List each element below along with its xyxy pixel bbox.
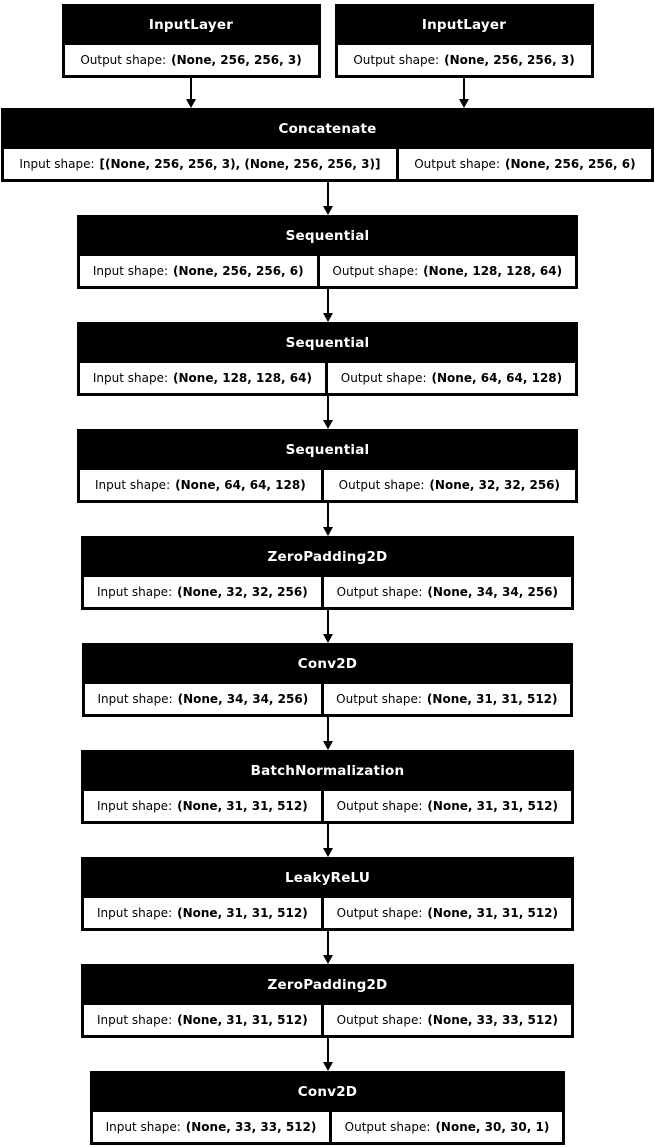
output-shape-value: (None, 31, 31, 512)	[426, 692, 558, 706]
input-shape-label: Input shape:	[92, 371, 169, 385]
input-shape-cell	[84, 898, 321, 928]
layer-name: Sequential	[285, 334, 370, 351]
layer-name: Conv2D	[297, 1083, 358, 1100]
edge-row	[0, 503, 655, 536]
output-shape-value: (None, 256, 256, 6)	[505, 157, 636, 171]
output-shape-label: Output shape:	[338, 478, 425, 492]
output-shape-cell	[324, 791, 571, 821]
input-shape-label: Input shape:	[96, 1013, 173, 1027]
shape-row	[84, 898, 571, 928]
input-shape-value: (None, 31, 31, 512)	[177, 799, 308, 813]
edge-row	[0, 182, 655, 215]
arrow-down-icon	[323, 289, 333, 322]
shape-row	[80, 256, 575, 286]
output-shape-label: Output shape:	[336, 799, 423, 813]
output-shape-value: (None, 31, 31, 512)	[427, 906, 559, 920]
input-shape-value: (None, 31, 31, 512)	[177, 906, 308, 920]
output-shape-value: (None, 30, 30, 1)	[435, 1120, 550, 1134]
input-shape-value: (None, 34, 34, 256)	[177, 692, 309, 706]
shape-row	[4, 149, 651, 179]
layer-node-batchnormalization	[81, 750, 574, 824]
input-shape-cell	[93, 1112, 329, 1142]
layer-node-inputlayer-2	[335, 4, 594, 78]
output-shape-label: Output shape:	[340, 371, 427, 385]
output-shape-value: (None, 32, 32, 256)	[429, 478, 561, 492]
arrow-down-icon	[323, 931, 333, 964]
edge-row	[0, 289, 655, 322]
arrow-down-icon	[459, 78, 469, 108]
layer-name: Sequential	[285, 227, 370, 244]
output-shape-label: Output shape:	[344, 1120, 431, 1134]
layer-node-sequential-3	[77, 429, 578, 503]
input-shape-value: (None, 64, 64, 128)	[175, 478, 306, 492]
arrow-down-icon	[323, 610, 333, 643]
shape-row	[93, 1112, 562, 1142]
input-shape-value: (None, 33, 33, 512)	[185, 1120, 317, 1134]
output-shape-cell	[338, 45, 591, 75]
input-shape-value: (None, 256, 256, 6)	[173, 264, 304, 278]
input-shape-label: Input shape:	[97, 692, 173, 706]
input-shape-label: Input shape:	[96, 799, 173, 813]
layer-name: LeakyReLU	[284, 869, 371, 886]
output-shape-cell	[328, 363, 575, 393]
arrow-down-icon	[323, 717, 333, 750]
edge-row	[0, 931, 655, 964]
output-shape-cell	[324, 684, 570, 714]
input-shape-cell	[80, 363, 325, 393]
layer-name: Sequential	[285, 441, 370, 458]
edge-row	[0, 717, 655, 750]
edge-row	[0, 1038, 655, 1071]
arrow-down-icon	[323, 1038, 333, 1071]
layer-node-conv2d-2	[90, 1071, 565, 1145]
output-shape-label: Output shape:	[336, 1013, 423, 1027]
input-shape-value: (None, 31, 31, 512)	[177, 1013, 308, 1027]
arrow-down-icon	[323, 824, 333, 857]
input-shape-cell	[84, 577, 321, 607]
layer-name: ZeroPadding2D	[267, 976, 388, 993]
output-shape-label: Output shape:	[332, 264, 419, 278]
arrow-down-icon	[323, 503, 333, 536]
layer-node-zeropadding2d-2	[81, 964, 574, 1038]
input-shape-cell	[80, 470, 321, 500]
input-shape-cell	[84, 791, 321, 821]
input-shape-label: Input shape:	[92, 264, 169, 278]
input-shape-value: (None, 32, 32, 256)	[177, 585, 308, 599]
input-shape-label: Input shape:	[96, 585, 173, 599]
input-layers-row	[0, 0, 655, 78]
output-shape-label: Output shape:	[336, 692, 422, 706]
layer-node-sequential-1	[77, 215, 578, 289]
output-shape-cell	[324, 1005, 571, 1035]
output-shape-value: (None, 31, 31, 512)	[427, 799, 559, 813]
shape-row	[65, 45, 318, 75]
input-shape-cell	[80, 256, 317, 286]
layer-node-inputlayer-1	[62, 4, 321, 78]
input-shape-cell	[4, 149, 396, 179]
shape-row	[85, 684, 570, 714]
layer-node-conv2d-1	[82, 643, 573, 717]
layer-node-sequential-2	[77, 322, 578, 396]
input-shape-label: Input shape:	[19, 157, 95, 171]
arrow-down-icon	[323, 182, 333, 215]
input-shape-value: [(None, 256, 256, 3), (None, 256, 256, 3)]	[99, 157, 381, 171]
output-shape-cell	[65, 45, 318, 75]
layer-name: Concatenate	[278, 120, 377, 137]
input-shape-label: Input shape:	[94, 478, 171, 492]
layer-name: ZeroPadding2D	[267, 548, 388, 565]
layer-node-zeropadding2d-1	[81, 536, 574, 610]
output-shape-value: (None, 64, 64, 128)	[431, 371, 563, 385]
output-shape-value: (None, 256, 256, 3)	[444, 53, 575, 67]
output-shape-cell	[324, 898, 571, 928]
edge-row-inputs-to-concatenate	[0, 78, 655, 108]
input-shape-cell	[85, 684, 321, 714]
output-shape-label: Output shape:	[80, 53, 167, 67]
shape-row	[338, 45, 591, 75]
output-shape-cell	[320, 256, 576, 286]
output-shape-cell	[332, 1112, 562, 1142]
layer-node-concatenate	[1, 108, 654, 182]
layer-name: InputLayer	[148, 16, 234, 33]
shape-row	[84, 791, 571, 821]
input-shape-cell	[84, 1005, 321, 1035]
output-shape-value: (None, 34, 34, 256)	[427, 585, 559, 599]
output-shape-label: Output shape:	[336, 585, 423, 599]
shape-row	[84, 1005, 571, 1035]
arrow-down-icon	[323, 396, 333, 429]
output-shape-label: Output shape:	[414, 157, 500, 171]
input-shape-label: Input shape:	[96, 906, 173, 920]
output-shape-cell	[324, 470, 575, 500]
layer-node-leakyrelu	[81, 857, 574, 931]
shape-row	[84, 577, 571, 607]
layer-name: InputLayer	[421, 16, 507, 33]
output-shape-cell	[324, 577, 571, 607]
input-shape-label: Input shape:	[105, 1120, 181, 1134]
output-shape-value: (None, 33, 33, 512)	[427, 1013, 559, 1027]
arrow-down-icon	[186, 78, 196, 108]
input-shape-value: (None, 128, 128, 64)	[173, 371, 312, 385]
output-shape-label: Output shape:	[336, 906, 423, 920]
output-shape-value: (None, 256, 256, 3)	[171, 53, 302, 67]
edge-row	[0, 396, 655, 429]
output-shape-cell	[399, 149, 651, 179]
layer-name: BatchNormalization	[250, 762, 405, 779]
shape-row	[80, 363, 575, 393]
output-shape-value: (None, 128, 128, 64)	[423, 264, 563, 278]
layer-name: Conv2D	[297, 655, 358, 672]
output-shape-label: Output shape:	[353, 53, 440, 67]
edge-row	[0, 824, 655, 857]
edge-row	[0, 610, 655, 643]
shape-row	[80, 470, 575, 500]
